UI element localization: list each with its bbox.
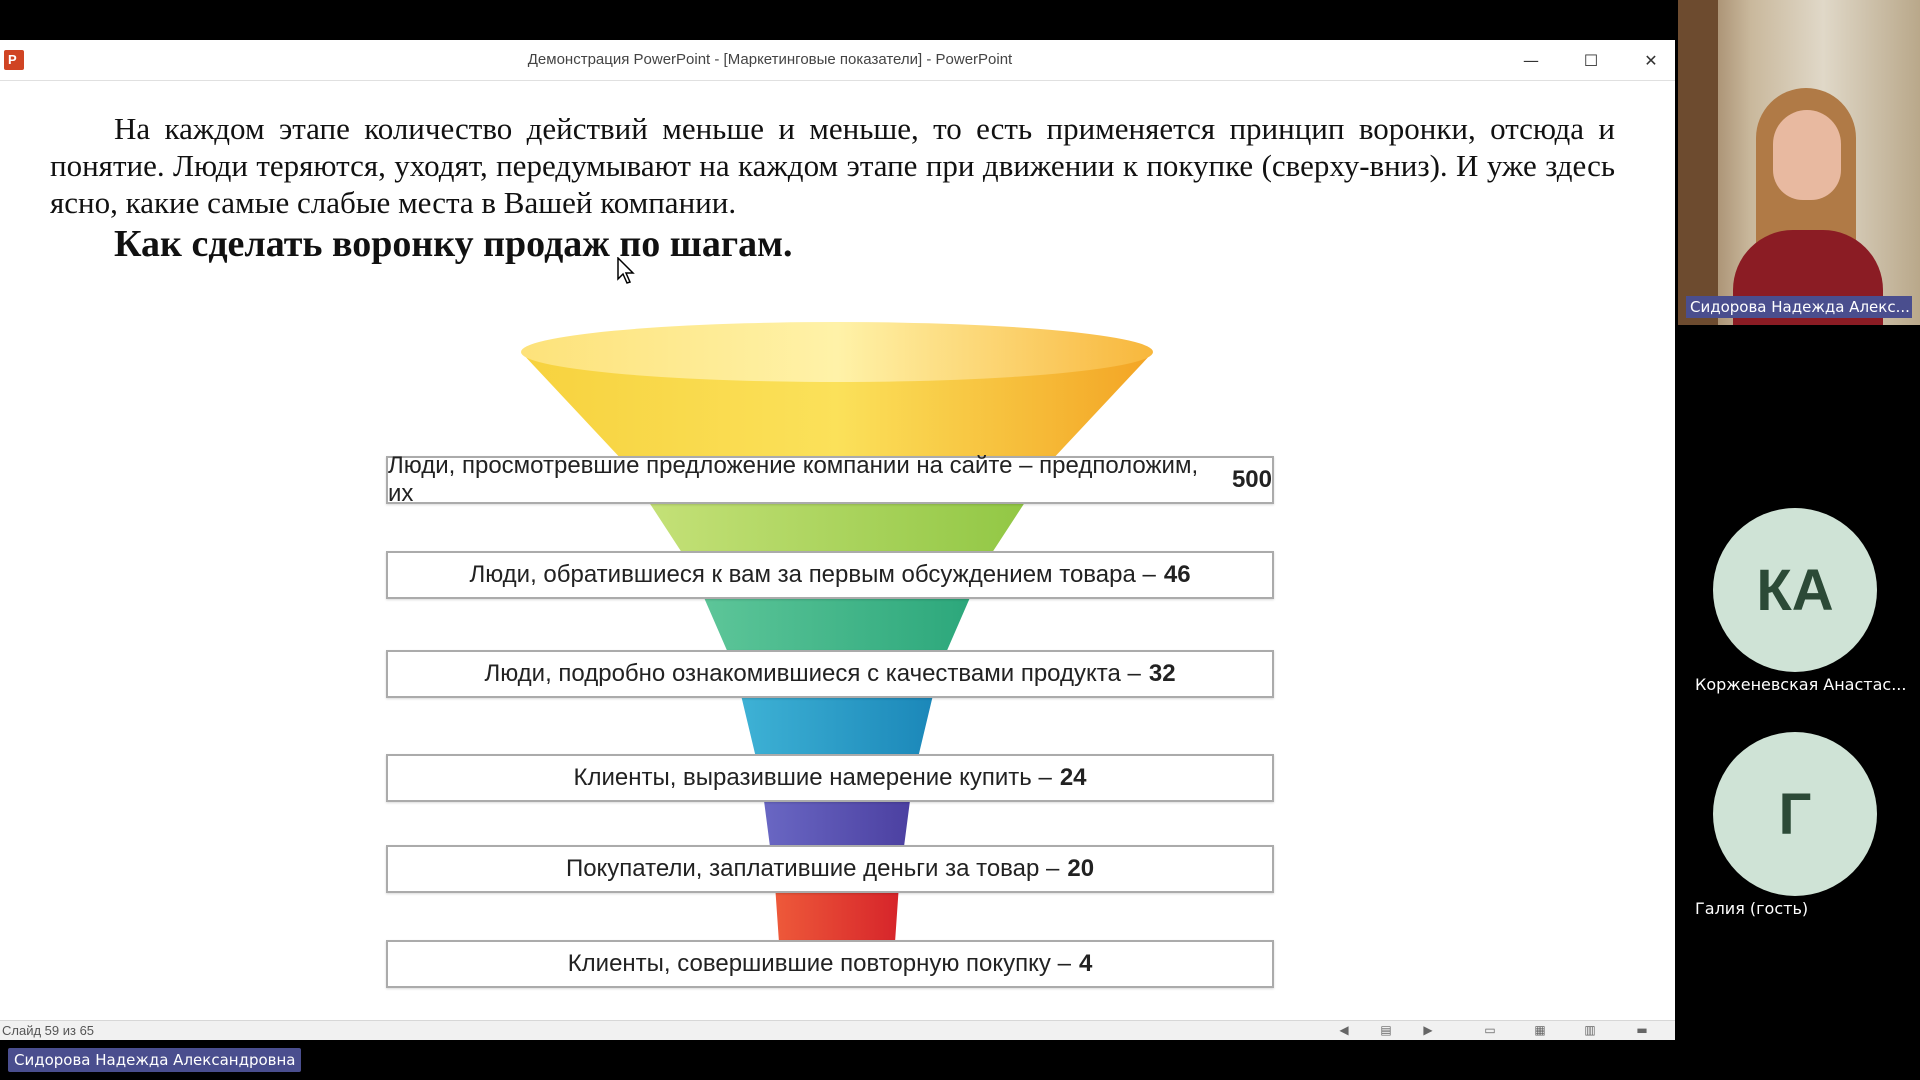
app-icon-letter: P: [8, 52, 17, 67]
slide-paragraph: На каждом этапе количество действий меньше и меньше, то есть применяется принцип воронки, отсюда и понятие. Люди теряются, уходят, передумывают на каждом этапе при движении к покупке (сверху-вниз). И уже здесь ясно, какие самые слабые места в Вашей компании.: [50, 111, 1615, 220]
funnel-stage-3-value: 32: [1148, 660, 1176, 687]
video-background: [1678, 0, 1718, 325]
funnel-stage-3: [386, 650, 1274, 698]
mouse-cursor-icon: [617, 257, 637, 285]
reading-view-icon[interactable]: ▥: [1584, 1023, 1596, 1037]
participants-panel: [1675, 0, 1920, 1080]
participant-video[interactable]: [1678, 0, 1920, 325]
video-participant-name: Сидорова Надежда Алекс...: [1686, 296, 1912, 318]
status-bar: [0, 1020, 1675, 1041]
funnel-stage-4-label: Клиенты, выразившие намерение купить –: [573, 764, 1052, 791]
participant-name-1: Корженевская Анастас...: [1695, 675, 1907, 694]
funnel-stage-5: [386, 845, 1274, 893]
funnel-stage-4-value: 24: [1059, 764, 1087, 791]
funnel-stage-3-label: Люди, подробно ознакомившиеся с качествами продукта –: [484, 660, 1141, 687]
bottom-black-bar: [0, 1040, 1675, 1080]
funnel-rim: [521, 322, 1153, 382]
funnel-stage-1: [386, 452, 1274, 507]
funnel-stage-6-value: 4: [1078, 950, 1093, 977]
funnel-stage-1-label: Люди, просмотревшие предложение компании на сайте – предположим, их: [388, 452, 1199, 507]
notes-icon[interactable]: ▤: [1380, 1023, 1392, 1037]
funnel-stage-2-label: Люди, обратившиеся к вам за первым обсуждением товара –: [469, 561, 1156, 588]
participant-name-2: Галия (гость): [1695, 899, 1809, 918]
funnel-stage-6-label: Клиенты, совершившие повторную покупку –: [567, 950, 1071, 977]
window-title: Демонстрация PowerPoint - [Маркетинговые показатели] - PowerPoint: [527, 51, 1013, 68]
participant-avatar-1[interactable]: КА: [1713, 508, 1877, 672]
funnel-stage-6: [386, 940, 1274, 988]
slide-canvas[interactable]: [2, 82, 1672, 1020]
funnel-stage-5-value: 20: [1067, 855, 1095, 882]
funnel-stage-1-value: 500: [1231, 466, 1272, 493]
next-slide-icon[interactable]: ▶: [1423, 1023, 1433, 1037]
top-black-bar: [0, 0, 1675, 40]
slide-counter: Слайд 59 из 65: [2, 1023, 95, 1038]
funnel-stage-2: [386, 551, 1274, 599]
presenter-name-tag: Сидорова Надежда Александровна: [8, 1048, 301, 1072]
participant-avatar-2[interactable]: Г: [1713, 732, 1877, 896]
close-button[interactable]: ✕: [1644, 50, 1658, 70]
funnel-stage-5-label: Покупатели, заплатившие деньги за товар –: [565, 855, 1060, 882]
funnel-stage-2-value: 46: [1163, 561, 1191, 588]
powerpoint-window: [0, 40, 1675, 1040]
previous-slide-icon[interactable]: ◀: [1339, 1023, 1349, 1037]
normal-view-icon[interactable]: ▭: [1484, 1023, 1496, 1037]
slide-sorter-icon[interactable]: ▦: [1534, 1023, 1546, 1037]
title-bar: [0, 40, 1675, 81]
maximize-button[interactable]: ☐: [1583, 50, 1599, 70]
funnel-stage-4: [386, 754, 1274, 802]
video-person-face: [1773, 110, 1841, 200]
slideshow-icon[interactable]: ▬: [1636, 1023, 1648, 1037]
minimize-button[interactable]: —: [1523, 50, 1539, 70]
slide-heading: Как сделать воронку продаж по шагам.: [114, 223, 793, 265]
